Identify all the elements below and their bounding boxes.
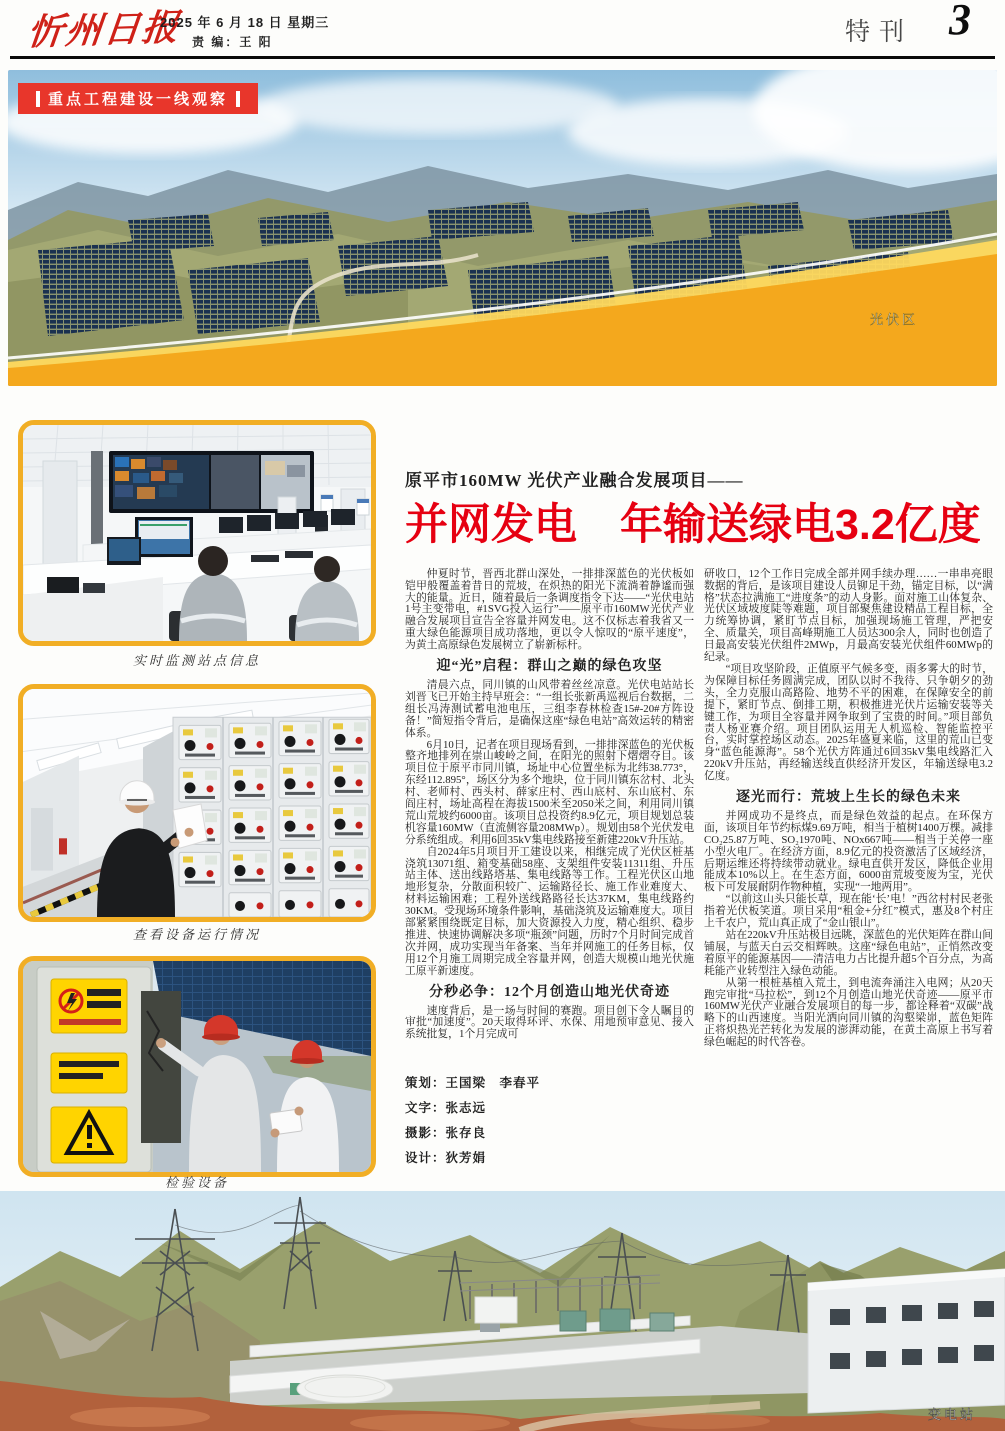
edition-label: 特刊 bbox=[844, 18, 913, 46]
inspection-photo bbox=[18, 956, 376, 1177]
article-column-1 bbox=[405, 569, 694, 1172]
paragraph: 清晨六点，同川镇的山风带着丝丝凉意。光伏电站站长刘晋飞已开始主持早班会：“一组长张新禹巡视后台数据，二组长冯涛测试蓄电池电压，三组李春林检查15#-20#方阵设备！”简短指令背后，是确保这座“绿色电站”高效运转的精密体系。 bbox=[405, 678, 694, 739]
paragraph: “以前这山头只能长草，现在能‘长’电！”西岔村村民老张指着光伏板笑道。项目采用“租金+分红”模式，惠及8个村庄上千农户，荒山真正成了“金山银山”。 bbox=[704, 893, 993, 930]
switchgear-room-graphic bbox=[23, 689, 371, 917]
paragraph: 并网成功不是终点，而是绿色效益的起点。在环保方面，该项目年节约标煤9.69万吨，相当于植树1400万棵。减排CO₂25.87万吨、SO₂1970吨、NOx667吨——相当于关停一座小型火电厂。在经济方面，8.9亿元的投资激活了区域经济，后期运维还将持续带动就业。绿电直供开发区，降低企业用能成本10%以上。在生态方面，6000亩荒坡变废为宝，光伏板下可发展耐阴作物种植，实现“一地两用”。 bbox=[704, 809, 993, 894]
credit-planning: 策划：王国梁 李春平 bbox=[405, 1076, 541, 1091]
article-column-2 bbox=[704, 569, 993, 1172]
substation-photo bbox=[0, 1191, 1005, 1431]
banner-label: 重点工程建设一线观察 bbox=[48, 91, 229, 108]
header-date: 2025 年 6 月 18 日 星期三 bbox=[160, 15, 330, 30]
photo1-caption: 实时监测站点信息 bbox=[132, 653, 261, 668]
photo2-caption: 查看设备运行情况 bbox=[132, 927, 261, 942]
aerial-solar-farm-graphic bbox=[8, 70, 997, 386]
masthead-logo: 忻州日报 bbox=[25, 7, 183, 53]
photo-substation-label: 变电站 bbox=[928, 1407, 977, 1422]
photo-area-label: 光伏区 bbox=[870, 312, 919, 327]
paragraph: 研收口，12个工作日完成全部并网手续办理……一串串亮眼数据的背后，是该项目建设人员铆足干劲，锚定目标，以“满格”状态拉满施工“进度条”的动人身影。面对施工山体复杂、光伏区域坡度陡等难题，项目部聚焦建设精品工程目标，全力统筹协调，紧盯节点目标，加强现场施工管理，严把安全、质量关，项目高峰期施工人员达300余人，同时也创造了日最高安装光伏组件2MWp，月最高安装光伏组件60MWp的纪录。 bbox=[704, 567, 993, 664]
paragraph: 从第一根桩基植入荒土，到电流奔涌注入电网；从20天跑完审批“马拉松”，到12个月创造山地光伏奇迹——原平市160MW光伏产业融合发展项目的每一步，都诠释着“双碳”战略下的山西速度。当阳光洒向同川镇的沟壑梁峁，蓝色矩阵正将炽热光芒转化为发展的澎湃动能，在黄土高原上书写着绿色崛起的时代答卷。 bbox=[704, 976, 993, 1049]
credit-design: 设计：狄芳娟 bbox=[405, 1151, 487, 1166]
header-editor: 责 编：王 阳 bbox=[192, 35, 273, 49]
paragraph: 自2024年5月项目开工建设以来，相继完成了光伏区桩基浇筑13071组、箱变基础58座、支架组件安装11311组、升压站主体、送出线路塔基、集电线路等工作。工程光伏区山地地形复杂，分散面积较广、运输路径长、施工作业难度大、材料运输困难；工程外送线路路径长达37KM，集电线路约30KM。受现场环境条件影响，基础浇筑及运输难度大。项目部紧紧围绕既定目标，加大资源投入力度，精心组织、稳步推进、快速协调解决多项“瓶颈”问题，历时7个月时间完成首次并网，成功实现当年备案、当年并网施工的任务目标，仅用12个月施工周期完成全容量并网，创造大规模山地光伏施工原平新速度。 bbox=[405, 845, 694, 977]
main-article bbox=[405, 466, 993, 1171]
paragraph: 速度背后，是一场与时间的赛跑。项目创下令人瞩目的审批“加速度”。20天取得环评、水保、用地预审意见、接入系统批复，1个月完成可 bbox=[405, 1004, 694, 1041]
credit-photo: 摄影：张存良 bbox=[405, 1126, 487, 1141]
credits-block bbox=[405, 1071, 694, 1171]
control-room-graphic bbox=[23, 425, 371, 641]
switchgear-photo bbox=[18, 684, 376, 922]
header-rule bbox=[10, 56, 995, 59]
page-number: 3 bbox=[949, 0, 971, 44]
substation-landscape-graphic bbox=[0, 1191, 1005, 1431]
paragraph: 站在220kV升压站极目远眺，深蓝色的光伏矩阵在群山间铺展，与蓝天白云交相辉映。这座“绿色电站”，正悄然改变着原平的能源基因——清洁电力占比提升超5个百分点，为高耗能产业转型注入绿色动能。 bbox=[704, 929, 993, 977]
credit-text: 文字：张志远 bbox=[405, 1101, 487, 1116]
column-banner bbox=[18, 83, 258, 114]
article-headline: 并网发电 年输送绿电3.2亿度 bbox=[405, 501, 981, 549]
article-columns bbox=[405, 569, 993, 1172]
banner-bar-left bbox=[36, 91, 40, 107]
banner-bar-right bbox=[236, 91, 240, 107]
photo3-caption: 检验设备 bbox=[164, 1175, 229, 1190]
paragraph: 6月10日，记者在项目现场看到，一排排深蓝色的光伏板整齐地排列在崇山峻岭之间，在阳光的照射下熠熠夺目。该项目位于原平市同川镇，场址中心位置坐标为北纬38.773°，东经112.895°，场区分为多个地块，位于同川镇东岔村、北头村、老师村、西头村、薛家庄村、西山底村、东山底村、东阎庄村，场址高程在海拔1500米至2050米之间，利用同川镇荒山荒坡约6000亩。该项目总投资约8.9亿元，项目规划总装机容量160MW（直流侧容量208MWp）。规划由58个光伏发电分系统组成。利用6回35kV集电线路接至新建220kV升压站。 bbox=[405, 738, 694, 846]
section2-title: 分秒必争：12个月创造山地光伏奇迹 bbox=[429, 984, 670, 1000]
section1-title: 迎“光”启程：群山之巅的绿色攻坚 bbox=[436, 659, 663, 675]
outdoor-inspection-graphic bbox=[23, 961, 371, 1172]
control-room-photo bbox=[18, 420, 376, 646]
article-kicker: 原平市160MW 光伏产业融合发展项目—— bbox=[405, 471, 744, 490]
top-aerial-photo bbox=[8, 70, 997, 386]
section3-title: 逐光而行：荒坡上生长的绿色未来 bbox=[736, 790, 961, 806]
paragraph: “项目攻坚阶段，正值原平气候多变，雨多雾大的时节，为保障目标任务圆满完成，团队以时不我待、只争朝夕的劲头，全力克服山高路险、地势不平的困难，在保障安全的前提下，紧盯节点、倒排工期，积极推进光伏片运输安装等关键工作，为项目全容量并网争取到了宝贵的时间。”项目部负责人杨亚赛介绍。项目团队运用无人机巡检、智能监控平台，实时掌控场区动态。2025年盛夏来临，这里的荒山已变身“蓝色能源海”。58个光伏方阵通过6回35kV集电线路汇入220kV升压站，再经输送线直供经济开发区，年输送绿电3.2亿度。 bbox=[704, 662, 993, 783]
paragraph: 仲夏时节，晋西北群山深处，一排排深蓝色的光伏板如铠甲般覆盖着昔日的荒坡，在炽热的阳光下流淌着静谧而强大的能量。近日，随着最后一条调度指令下达——“光伏电站1号主变带电，#1SVG投入运行”——原平市160MW光伏产业融合发展项目宣告全容量并网发电。这不仅标志着我省又一重大绿色能源项目成功落地，更以令人惊叹的“原平速度”，为黄土高原绿色发展树立了崭新标杆。 bbox=[405, 567, 694, 652]
